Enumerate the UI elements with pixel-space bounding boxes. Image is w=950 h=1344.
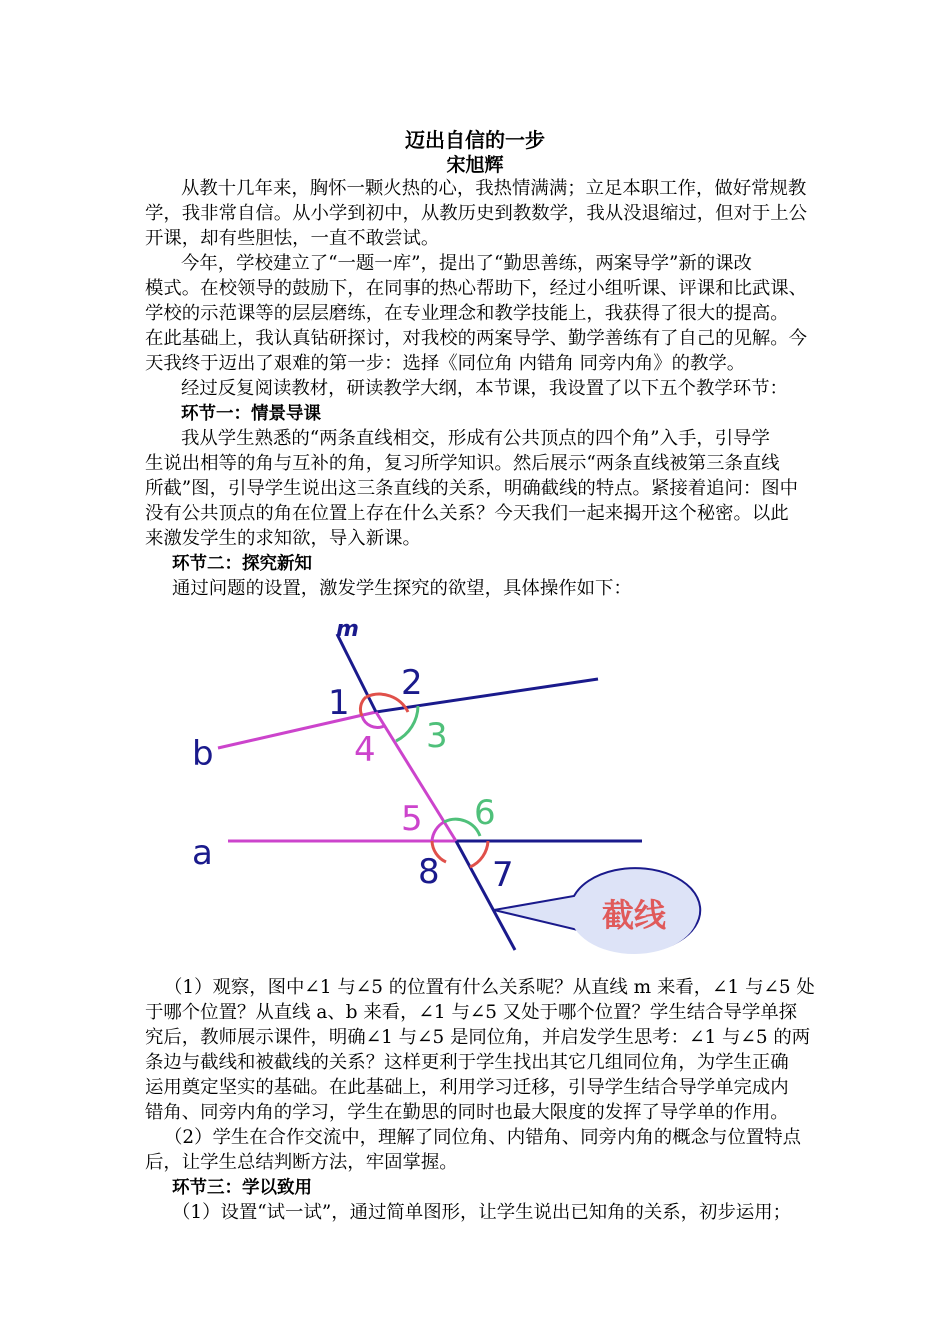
paragraph-6-line-4: 条边与截线和被截线的关系？这样更利于学生找出其它几组同位角，为学生正确 bbox=[145, 1052, 789, 1073]
author-name: 宋旭辉 bbox=[446, 154, 504, 176]
angle-label-5: 5 bbox=[401, 799, 423, 839]
angle-arc-5 bbox=[432, 822, 444, 841]
section-heading-2: 环节二：探究新知 bbox=[172, 554, 312, 574]
angle-label-3: 3 bbox=[426, 716, 448, 756]
paragraph-4-line-3: 所截”图，引导学生说出这三条直线的关系，明确截线的特点。紧接着追问：图中 bbox=[145, 478, 799, 499]
line-b-left bbox=[218, 712, 376, 748]
paragraph-6-line-1: （1）观察，图中∠1 与∠5 的位置有什么关系呢？从直线 m 来看，∠1 与∠5 处 bbox=[164, 977, 815, 998]
page-title: 迈出自信的一步 bbox=[405, 128, 545, 152]
paragraph-3: 经过反复阅读教材，研读教学大纲，本节课，我设置了以下五个教学环节： bbox=[181, 378, 788, 399]
angle-arc-7 bbox=[470, 841, 488, 867]
paragraph-2-line-2: 模式。在校领导的鼓励下，在同事的热心帮助下，经过小组听课、评课和比武课、 bbox=[145, 278, 808, 299]
paragraph-4-line-1: 我从学生熟悉的“两条直线相交，形成有公共顶点的四个角”入手，引导学 bbox=[181, 428, 770, 449]
paragraph-1-line-3: 开课，却有些胆怯，一直不敢尝试。 bbox=[145, 228, 440, 249]
paragraph-7-line-2: 后，让学生总结判断方法，牢固掌握。 bbox=[145, 1152, 458, 1173]
section-heading-1: 环节一：情景导课 bbox=[181, 404, 321, 424]
line-label-b: b bbox=[192, 734, 214, 774]
transversal-figure bbox=[0, 600, 950, 970]
angle-label-8: 8 bbox=[418, 852, 440, 892]
paragraph-7-line-1: （2）学生在合作交流中，理解了同位角、内错角、同旁内角的概念与位置特点 bbox=[164, 1127, 801, 1148]
paragraph-4-line-5: 来激发学生的求知欲，导入新课。 bbox=[145, 528, 421, 549]
line-label-a: a bbox=[192, 833, 213, 873]
angle-label-6: 6 bbox=[474, 793, 496, 833]
paragraph-6-line-2: 于哪个位置？从直线 a、b 来看，∠1 与∠5 又处于哪个位置？学生结合导学单探 bbox=[145, 1002, 798, 1023]
section-heading-3: 环节三：学以致用 bbox=[172, 1178, 312, 1198]
paragraph-4-line-4: 没有公共顶点的角在位置上存在什么关系？今天我们一起来揭开这个秘密。以此 bbox=[145, 503, 789, 524]
paragraph-2-line-1: 今年，学校建立了“一题一库”，提出了“勤思善练，两案导学”新的课改 bbox=[181, 253, 752, 274]
paragraph-4-line-2: 生说出相等的角与互补的角，复习所学知识。然后展示“两条直线被第三条直线 bbox=[145, 453, 780, 474]
paragraph-2-line-5: 天我终于迈出了艰难的第一步：选择《同位角 内错角 同旁内角》的教学。 bbox=[145, 353, 746, 374]
paragraph-6-line-6: 错角、同旁内角的学习，学生在勤思的同时也最大限度的发挥了导学单的作用。 bbox=[145, 1102, 789, 1123]
paragraph-6-line-3: 究后，教师展示课件，明确∠1 与∠5 是同位角，并启发学生思考：∠1 与∠5 的两 bbox=[145, 1027, 811, 1048]
angle-label-1: 1 bbox=[328, 683, 350, 723]
paragraph-2-line-4: 在此基础上，我认真钻研探讨，对我校的两案导学、勤学善练有了自己的见解。今 bbox=[145, 328, 808, 349]
paragraph-1-line-1: 从教十几年来，胸怀一颗火热的心，我热情满满；立足本职工作，做好常规教 bbox=[181, 178, 807, 199]
angle-label-2: 2 bbox=[401, 663, 423, 703]
angle-label-4: 4 bbox=[354, 730, 376, 770]
paragraph-5: 通过问题的设置，激发学生探究的欲望，具体操作如下： bbox=[172, 578, 632, 599]
paragraph-2-line-3: 学校的示范课等的层层磨练，在专业理念和教学技能上，我获得了很大的提高。 bbox=[145, 303, 789, 324]
angle-label-7: 7 bbox=[492, 855, 514, 895]
paragraph-1-line-2: 学，我非常自信。从小学到初中，从教历史到教数学，我从没退缩过，但对于上公 bbox=[145, 203, 808, 224]
line-label-m: m bbox=[336, 617, 359, 642]
paragraph-8: （1）设置“试一试”，通过简单图形，让学生说出已知角的关系，初步运用； bbox=[172, 1202, 792, 1223]
paragraph-6-line-5: 运用奠定坚实的基础。在此基础上，利用学习迁移，引导学生结合导学单完成内 bbox=[145, 1077, 789, 1098]
callout-text: 截线 bbox=[601, 896, 667, 934]
